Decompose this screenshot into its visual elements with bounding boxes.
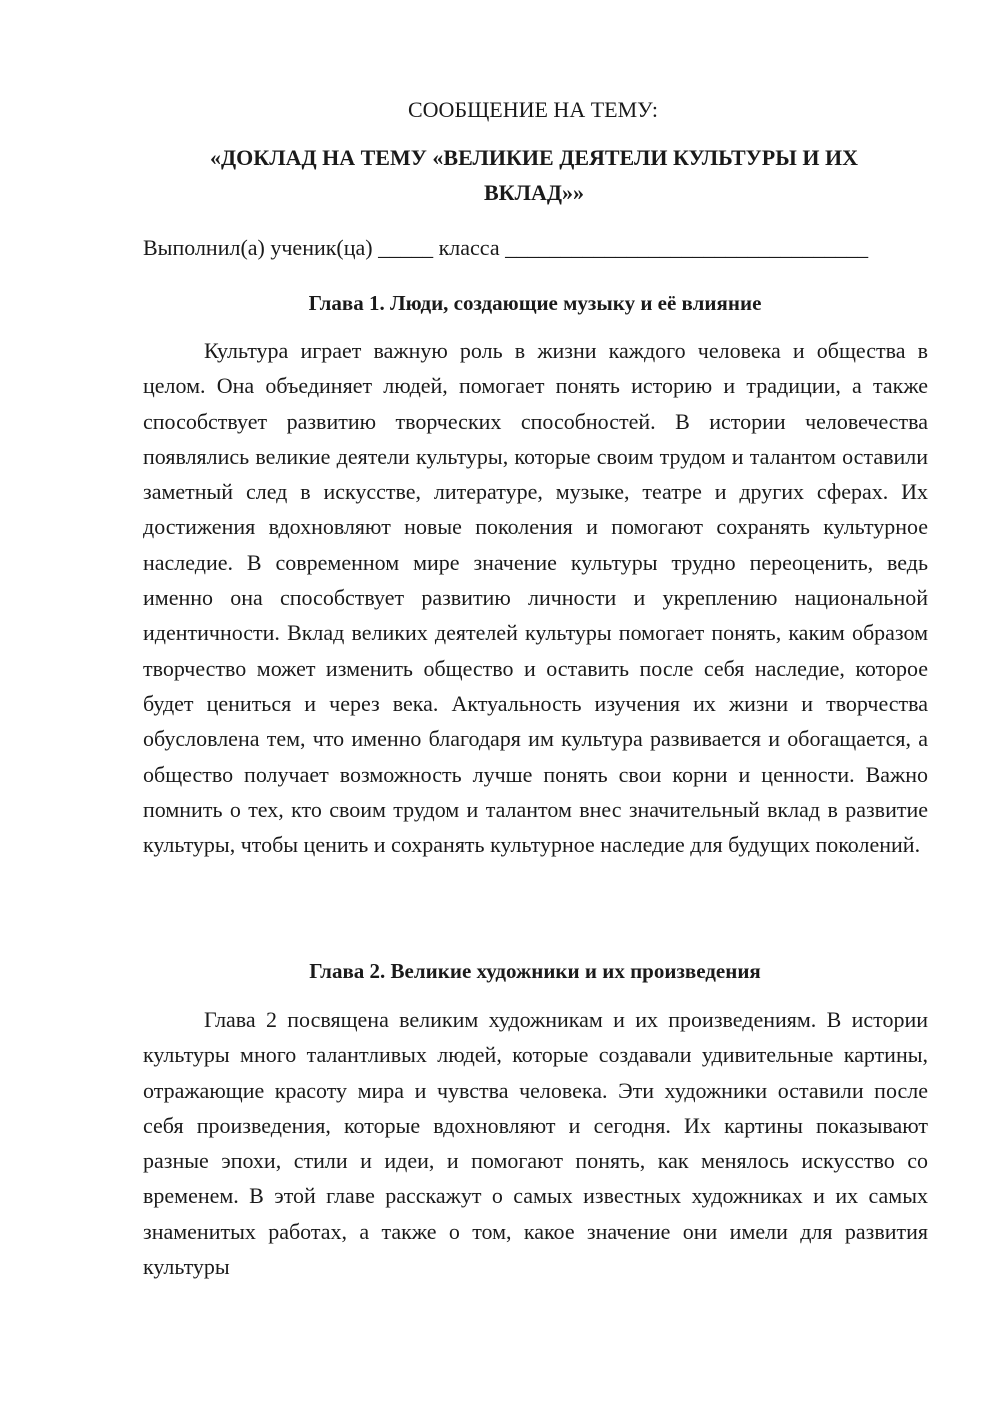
chapter-1-paragraph: Культура играет важную роль в жизни каждого человека и общества в целом. Она объединяет людей, помогает понять историю и традиции, а также способствует развитию творческих способностей. В истории человечества появлялись великие деятели культуры, которые своим трудом и талантом оставили заметный след в искусстве, литературе, музыке, театре и других сферах. Их достижения вдохновляют новые поколения и помогают сохранять культурное наследие. В современном мире значение культуры трудно переоценить, ведь именно она способствует развитию личности и укреплению национальной идентичности. Вклад великих деятелей культуры помогает понять, каким образом творчество может изменить общество и оставить после себя наследие, которое будет цениться и через века. Актуальность изучения их жизни и творчества обусловлена тем, что именно благодаря им культура развивается и обогащается, а общество получает возможность лучше понять свои корни и ценности. Важно помнить о тех, кто своим трудом и талантом внес значительный вклад в развитие культуры, чтобы ценить и сохранять культурное наследие для будущих поколений. (143, 338, 928, 858)
document-title-line-2: «ДОКЛАД НА ТЕМУ «ВЕЛИКИЕ ДЕЯТЕЛИ КУЛЬТУРЫ И ИХ (210, 145, 858, 170)
chapter-2-paragraph: Глава 2 посвящена великим художникам и их произведениям. В истории культуры много талантливых людей, которые создавали удивительные картины, отражающие красоту мира и чувства человека. Эти художники оставили после себя произведения, которые вдохновляют и сегодня. Их картины показывают разные эпохи, стили и идеи, и помогают понять, как менялось искусство со временем. В этой главе расскажут о самых известных художниках и их самых знаменитых работах, а также о том, какое значение они имели для развития культуры (143, 1007, 928, 1280)
document-title-line-3: ВКЛАД»» (483, 180, 585, 205)
chapter-1-heading: Глава 1. Люди, создающие музыку и её влияние (308, 291, 762, 315)
document-title-line-1: СООБЩЕНИЕ НА ТЕМУ: (408, 97, 658, 122)
chapter-2-heading: Глава 2. Великие художники и их произведения (309, 959, 761, 983)
author-line: Выполнил(а) ученик(ца) _____ класса _________________________________ (143, 235, 869, 260)
